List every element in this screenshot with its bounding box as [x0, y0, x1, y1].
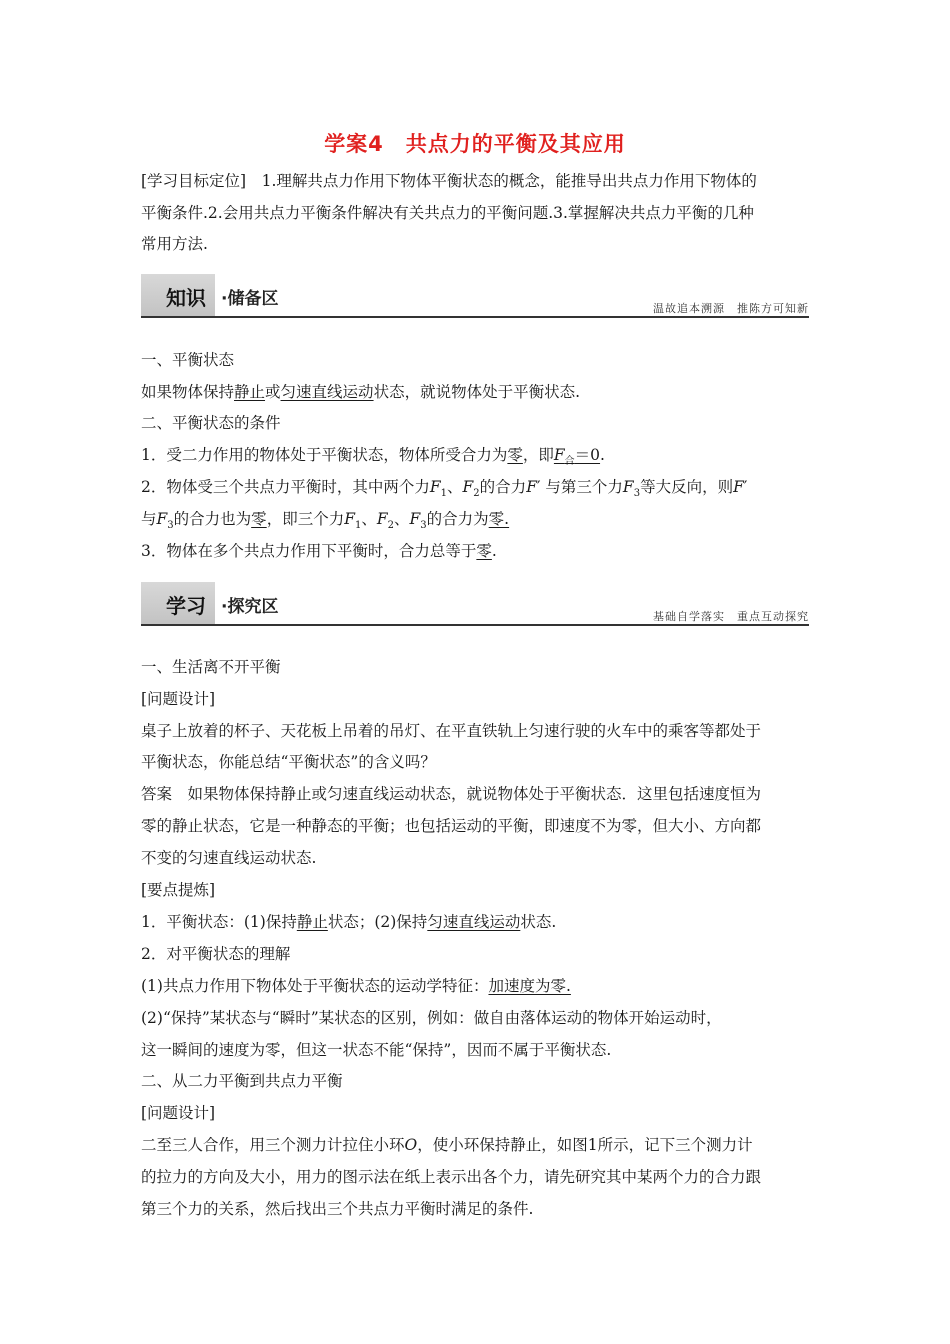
blank-answer: 静止	[296, 913, 328, 931]
symbol: F	[553, 446, 565, 464]
question-design-label-2: [问题设计]	[141, 1104, 216, 1122]
blank-answer-formula	[553, 446, 601, 468]
text: 等大反向，则	[640, 478, 734, 496]
key-point-2-2-line-2: 这一瞬间的速度为零，但这一状态不能“保持”，因而不属于平衡状态.	[141, 1041, 612, 1059]
blank-answer: 匀速直线运动	[280, 383, 374, 401]
text: 状态.	[520, 913, 557, 931]
banner-main-title: 学习	[166, 594, 206, 618]
heading-life-balance: 一、生活离不开平衡	[141, 658, 281, 676]
banner-sub-title: ·储备区	[221, 289, 279, 309]
banner-right-slogan: 温故追本溯源 推陈方可知新	[653, 302, 809, 315]
text: 如果物体保持	[141, 383, 235, 401]
answer-line-2: 零的静止状态，它是一种静态的平衡；也包括运动的平衡，即速度不为零，但大小、方向都	[141, 817, 762, 835]
section-banner-study	[141, 582, 809, 626]
text: 与第三个力	[545, 478, 623, 496]
text: 状态；(2)保持	[327, 913, 428, 931]
blank-answer: 零	[476, 542, 492, 560]
blank-answer: 零	[251, 510, 267, 528]
key-point-2-1	[141, 971, 811, 1001]
page-title: 学案4 共点力的平衡及其应用	[324, 132, 626, 156]
learning-objectives-line-3: 常用方法.	[141, 235, 208, 253]
answer-line-1: 答案 如果物体保持静止或匀速直线运动状态，就说物体处于平衡状态．这里包括速度恒为	[141, 785, 762, 803]
blank-answer: 零.	[488, 510, 510, 528]
question-2-line-3: 第三个力的关系，然后找出三个共点力平衡时满足的条件.	[141, 1200, 534, 1218]
text: 的合力	[479, 478, 527, 496]
condition-item-3	[141, 536, 811, 566]
condition-item-2-line-2: 与$F_3$的合力也为零，即三个力$F_1$、$F_2$、$F_3$的合力为零.	[141, 510, 510, 532]
key-point-1	[141, 907, 811, 937]
condition-item-2-line-1: 2．物体受三个共点力平衡时，其中两个力$F_1$、$F_2$的合力F′ 与第三个力$F_3$等大反向，则F′	[141, 478, 748, 500]
banner-right-slogan: 基础自学落实 重点互动探究	[653, 610, 809, 623]
banner-rule	[141, 624, 809, 626]
text: 状态，就说物体处于平衡状态.	[373, 383, 580, 401]
blank-answer: 加速度为零.	[488, 977, 571, 995]
banner-rule	[141, 316, 809, 318]
text: ＝0	[574, 446, 601, 464]
learning-objectives-line-2: 平衡条件.2.会用共点力平衡条件解决有关共点力的平衡问题.3.掌握解决共点力平衡的几种	[141, 204, 754, 222]
text: 3．物体在多个共点力作用下平衡时，合力总等于	[141, 542, 477, 560]
text: 的合力也为	[173, 510, 252, 528]
learning-objectives-line-1: [学习目标定位] 1.理解共点力作用下物体平衡状态的概念，能推导出共点力作用下物体的	[141, 172, 757, 190]
paragraph-balance-definition	[141, 377, 811, 407]
banner-main-title: 知识	[166, 286, 206, 310]
key-point-2-2-line-1: (2)“保持”某状态与“瞬时”某状态的区别，例如：做自由落体运动的物体开始运动时，	[141, 1009, 722, 1027]
text: ，即	[522, 446, 554, 464]
subscript: 合	[564, 456, 575, 468]
text: .	[600, 446, 605, 464]
heading-balance-state: 一、平衡状态	[141, 351, 235, 369]
text: 的合力为	[426, 510, 489, 528]
question-design-label: [问题设计]	[141, 690, 216, 708]
question-2-line-1	[141, 1130, 811, 1160]
key-point-2: 2．对平衡状态的理解	[141, 945, 291, 963]
blank-answer: 静止	[234, 383, 266, 401]
heading-two-force-to-concurrent: 二、从二力平衡到共点力平衡	[141, 1072, 343, 1090]
blank-answer: 零	[507, 446, 523, 464]
text: .	[491, 542, 497, 560]
text: (1)共点力作用下物体处于平衡状态的运动学特征：	[141, 977, 489, 995]
text: 或	[265, 383, 281, 401]
question-text-line-2: 平衡状态，你能总结“平衡状态”的含义吗？	[141, 753, 436, 771]
question-text-line-1: 桌子上放着的杯子、天花板上吊着的吊灯、在平直铁轨上匀速行驶的火车中的乘客等都处于	[141, 722, 762, 740]
blank-answer: 匀速直线运动	[427, 913, 521, 931]
question-2-line-2: 的拉力的方向及大小，用力的图示法在纸上表示出各个力，请先研究其中某两个力的合力跟	[141, 1168, 762, 1186]
text: ，使小环保持静止，如图1所示，记下三个测力计	[417, 1136, 753, 1154]
text: 1．平衡状态：(1)保持	[141, 913, 297, 931]
answer-line-3: 不变的匀速直线运动状态.	[141, 849, 317, 867]
text: 1．受二力作用的物体处于平衡状态，物体所受合力为	[141, 446, 508, 464]
heading-balance-condition: 二、平衡状态的条件	[141, 414, 281, 432]
text: 二至三人合作，用三个测力计拉住小环	[141, 1136, 405, 1154]
text: 与	[141, 510, 157, 528]
symbol: O	[404, 1136, 418, 1154]
banner-sub-title: ·探究区	[221, 597, 279, 617]
text: 2．物体受三个共点力平衡时，其中两个力	[141, 478, 430, 496]
text: ，即三个力	[266, 510, 345, 528]
key-points-label: [要点提炼]	[141, 881, 216, 899]
section-banner-knowledge	[141, 274, 809, 318]
